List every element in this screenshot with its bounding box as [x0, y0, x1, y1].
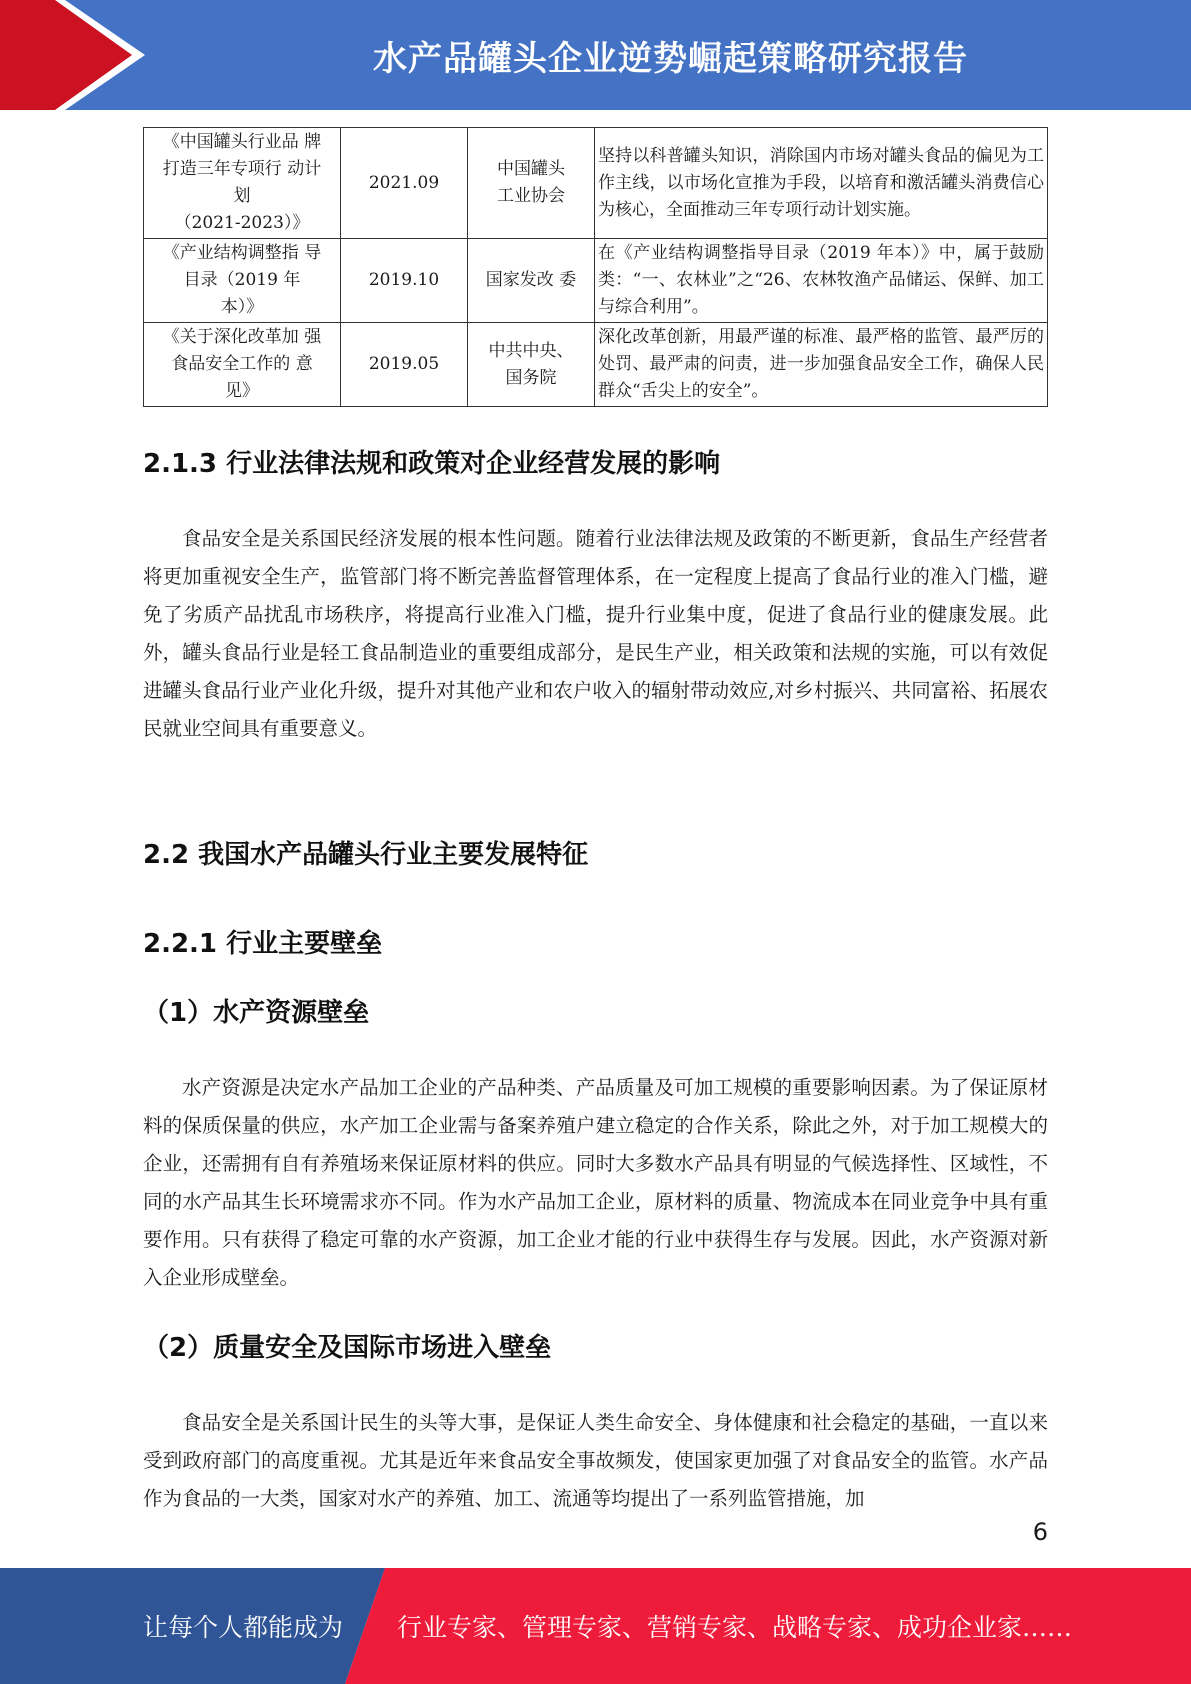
policy-desc-cell: 坚持以科普罐头知识，消除国内市场对罐头食品的偏见为工作主线，以市场化宣推为手段，以培育和激活罐头消费信心为核心，全面推动三年专项行动计划实施。 — [595, 128, 1048, 239]
policy-org-cell: 中国罐头 工业协会 — [468, 128, 595, 239]
footer-slogan-right: 行业专家、管理专家、营销专家、战略专家、成功企业家…… — [397, 1613, 1073, 1642]
policy-name-cell: 《关于深化改革加 强 食品安全工作的 意 见》 — [144, 323, 341, 407]
footer-slogan-left: 让每个人都能成为 — [143, 1613, 344, 1642]
page-footer — [0, 1568, 1191, 1684]
page-number: 6 — [1032, 1518, 1048, 1546]
policy-table — [143, 127, 1048, 407]
section-paragraph: 食品安全是关系国民经济发展的根本性问题。随着行业法律法规及政策的不断更新，食品生产经营者将更加重视安全生产，监管部门将不断完善监督管理体系，在一定程度上提高了食品行业的准入门槛，避免了劣质产品扰乱市场秩序，将提高行业准入门槛，提升行业集中度，促进了食品行业的健康发展。此外，罐头食品行业是轻工食品制造业的重要组成部分，是民生产业，相关政策和法规的实施，可以有效促进罐头食品行业产业化升级，提升对其他产业和农户收入的辐射带动效应,对乡村振兴、共同富裕、拓展农民就业空间具有重要意义。 — [143, 527, 1048, 740]
header-arrow-decoration — [0, 0, 150, 110]
table-row — [144, 239, 1048, 323]
policy-desc-cell: 在《产业结构调整指导目录（2019 年本）》中，属于鼓励类：“一、农林业”之“26、农林牧渔产品储运、保鲜、加工与综合利用”。 — [595, 239, 1048, 323]
section-heading-2-2: 2.2 我国水产品罐头行业主要发展特征 — [143, 840, 589, 870]
section-paragraph: 食品安全是关系国计民生的头等大事，是保证人类生命安全、身体健康和社会稳定的基础，一直以来受到政府部门的高度重视。尤其是近年来食品安全事故频发，使国家更加强了对食品安全的监管。水产品作为食品的一大类，国家对水产的养殖、加工、流通等均提出了一系列监管措施，加 — [143, 1411, 1048, 1510]
section-paragraph: 水产资源是决定水产品加工企业的产品种类、产品质量及可加工规模的重要影响因素。为了保证原材料的保质保量的供应，水产加工企业需与备案养殖户建立稳定的合作关系，除此之外，对于加工规模大的企业，还需拥有自有养殖场来保证原材料的供应。同时大多数水产品具有明显的气候选择性、区域性，不同的水产品其生长环境需求亦不同。作为水产品加工企业，原材料的质量、物流成本在同业竞争中具有重要作用。只有获得了稳定可靠的水产资源，加工企业才能的行业中获得生存与发展。因此，水产资源对新入企业形成壁垒。 — [143, 1076, 1048, 1289]
policy-name-cell: 《产业结构调整指 导 目录（2019 年 本）》 — [144, 239, 341, 323]
page-header — [0, 0, 1191, 110]
policy-name-cell: 《中国罐头行业品 牌 打造三年专项行 动计 划 （2021-2023）》 — [144, 128, 341, 239]
section-heading-2-1-3: 2.1.3 行业法律法规和政策对企业经营发展的影响 — [143, 449, 721, 479]
policy-org-cell: 国家发改 委 — [468, 239, 595, 323]
page-content — [143, 127, 1048, 1518]
subsection-heading-quality-barrier: （2）质量安全及国际市场进入壁垒 — [143, 1333, 552, 1363]
subsection-heading-resource-barrier: （1）水产资源壁垒 — [143, 998, 370, 1028]
policy-org-cell: 中共中央、 国务院 — [468, 323, 595, 407]
policy-date-cell: 2019.10 — [341, 239, 468, 323]
table-row — [144, 128, 1048, 239]
report-title: 水产品罐头企业逆势崛起策略研究报告 — [373, 38, 968, 79]
table-row — [144, 323, 1048, 407]
policy-date-cell: 2019.05 — [341, 323, 468, 407]
policy-date-cell: 2021.09 — [341, 128, 468, 239]
policy-desc-cell: 深化改革创新，用最严谨的标准、最严格的监管、最严厉的处罚、最严肃的问责，进一步加强食品安全工作，确保人民群众“舌尖上的安全”。 — [595, 323, 1048, 407]
section-heading-2-2-1: 2.2.1 行业主要壁垒 — [143, 929, 383, 959]
